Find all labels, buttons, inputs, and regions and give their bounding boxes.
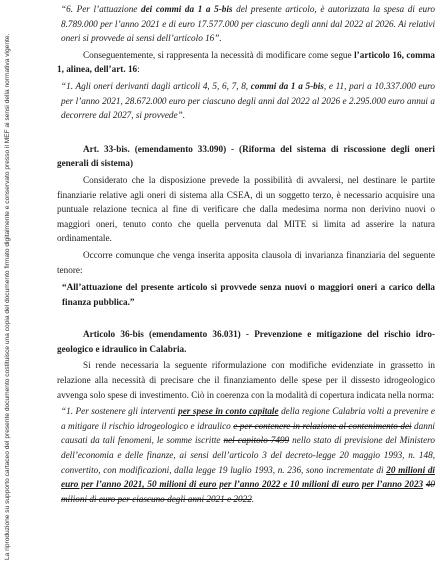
text-segment: Conseguentemente, si rappresenta la necessità di modificare come segue [83, 49, 355, 60]
text-segment: del presente articolo, è autorizzata la spesa di euro 8.789.000 per l’anno 2021 e di euro 17.577.000 per ciascuno degli anni dal 2022 al 2026. Ai relativi oneri si provvede ai sensi dell’articolo 16”. [61, 4, 435, 44]
text-segment: nello stato di previsione del Ministero dell’economia e delle finanze, ai sensi dell’articolo 3 del decreto-legge 20 maggio 1993, n. 148, convertito, con modificazioni, dalla legge 19 luglio 1993, n. 236, sono incrementate di [61, 435, 435, 475]
text-segment: nel capitolo 7499 [223, 435, 290, 446]
paragraph-conseguentemente [57, 48, 435, 77]
text-segment: 40 milioni di euro per ciascuno degli anni 2021 e 2022 [61, 479, 436, 504]
text-segment: danni causati da tali fenomeni, le somme iscritte [61, 420, 435, 446]
text-segment: Si rende necessaria la seguente riformulazione con modifiche evidenziate in grassetto in relazione alla necessità di precisare che il finanziamento delle spese per il dissesto idrogeologico avvenga solo spese di investimento. Ciò in coerenza con la modalità di copertura indicata nella norma: [57, 360, 435, 400]
text-segment: “1. Per sostenere gli interventi [61, 406, 179, 417]
section-heading-art-33-bis [57, 142, 435, 171]
digital-copy-side-note [4, 8, 14, 560]
invariance-clause-quote [57, 280, 435, 309]
text-segment: “1. Agli oneri derivanti dagli articoli 4, 5, 6, 7, 8, [61, 80, 251, 91]
text-segment: dei commi da 1 a 5-bis [140, 4, 233, 14]
paragraph-occorre [57, 248, 435, 277]
text-segment: 20 milioni di euro per l’anno 2021, 50 milioni di euro per l’anno 2022 e 10 milioni di euro per l’anno 2023 [61, 464, 435, 490]
side-note-text: La riproduzione su supporto cartaceo del presente documento costituisce una copia del documento firmato digitalmente e conservato presso il MEF ai sensi della normativa vigente. [4, 33, 11, 560]
text-segment: “6. Per l’attuazione [61, 4, 141, 14]
paragraph-considerato [57, 173, 435, 246]
quote-article-36-bis [57, 404, 435, 506]
section-heading-art-36-bis [57, 327, 435, 356]
text-segment: . [251, 493, 255, 504]
text-segment: l’articolo 16, comma 1, alinea, dell’art. 16 [57, 49, 435, 75]
text-segment: , e 11, pari a 10.337.000 euro per l’anno 2021, 28.672.000 euro per ciascuno degli anni dal 2022 al 2026 e 2.295.000 euro annui a decorrere dal 2027, si provvede”. [61, 80, 435, 121]
text-segment: della regione Calabria volti a prevenire e a mitigare il rischio idrogeologico e idraulico [61, 406, 435, 431]
text-segment: Articolo 36-bis (emendamento 36.031) - Prevenzione e mitigazione del rischio idro-geologico e idraulico in Calabria. [57, 329, 435, 354]
text-segment: per spese in conto capitale [178, 406, 279, 417]
text-segment: Considerato che la disposizione prevede la possibilità di avvalersi, nel destinare le partite finanziarie relative agli oneri di sistema alla CSEA, di un soggetto terzo, è necessario acquisire una puntuale relazione tecnica al fine di verificare che dalla medesima norma non derivino nuovi o maggiori oneri, tenuto conto che quella pervenuta dal MITE si limita ad asserire la natura ordinamentale. [57, 174, 435, 244]
document-page [57, 0, 435, 506]
paragraph-riformulazione [57, 358, 435, 402]
text-segment: commi da 1 a 5-bis [250, 80, 324, 91]
quote-article-16 [57, 79, 435, 123]
text-segment: Art. 33-bis. (emendamento 33.090) - (Riforma del sistema di riscossione degli oneri generali di sistema) [57, 143, 435, 169]
text-segment: e per contenere in relazione al contenimento dei [233, 420, 412, 431]
quote-article-6 [57, 2, 435, 46]
text-segment: Occorre comunque che venga inserita apposita clausola di invarianza finanziaria del seguente tenore: [57, 249, 435, 275]
text-segment: “All’attuazione del presente articolo si provvede senza nuovi o maggiori oneri a carico della finanza pubblica.” [62, 282, 435, 307]
text-segment: : [137, 64, 140, 75]
